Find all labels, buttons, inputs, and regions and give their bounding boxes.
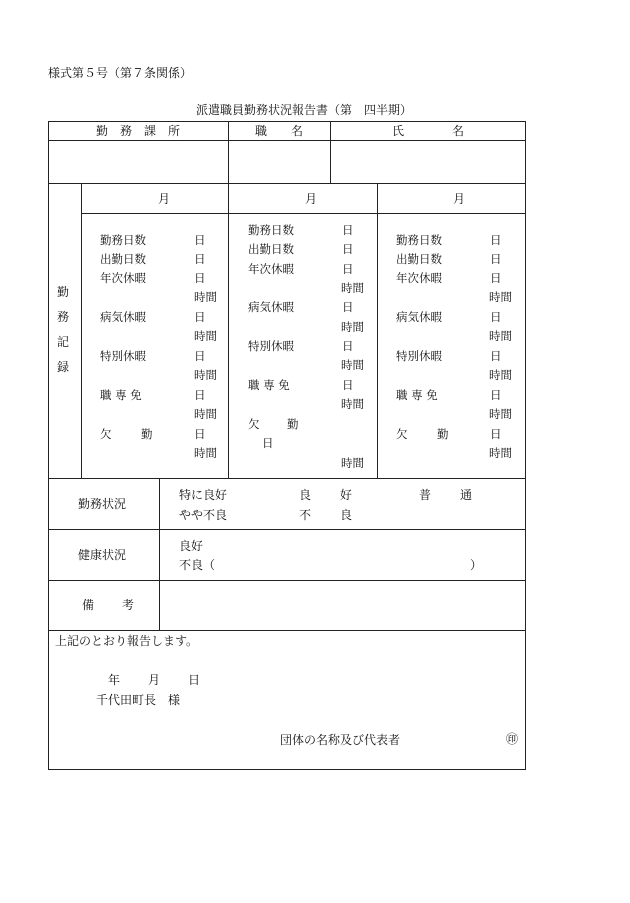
- work-record-label-3: 記: [57, 335, 70, 349]
- remarks-field[interactable]: [160, 581, 525, 629]
- work-status-label: 勤務状況: [78, 497, 127, 511]
- day-unit: 日: [490, 310, 502, 324]
- report-statement: 上記のとおり報告します。: [55, 634, 199, 648]
- day-unit: 日: [490, 271, 502, 285]
- day-unit: 日: [194, 349, 206, 363]
- option-normal-2: 通: [460, 488, 473, 502]
- special-leave-label: 特別休暇: [248, 339, 294, 353]
- hour-unit: 時間: [489, 446, 512, 460]
- option-good-1: 良: [299, 488, 312, 502]
- health-good: 良好: [179, 539, 204, 553]
- absence-label-1: 欠: [100, 427, 112, 441]
- annual-leave-label: 年次休暇: [396, 271, 442, 285]
- sick-leave-label: 病気休暇: [100, 310, 146, 324]
- absence-label-1: 欠: [396, 427, 408, 441]
- day-unit: 日: [342, 223, 354, 237]
- option-good-2: 好: [340, 488, 353, 502]
- hour-unit: 時間: [489, 407, 512, 421]
- seal-mark: ㊞: [506, 732, 519, 746]
- date-month: 月: [148, 673, 161, 687]
- hour-unit: 時間: [341, 397, 364, 411]
- day-unit: 日: [342, 262, 354, 276]
- day-unit: 日: [262, 436, 274, 450]
- month-1-label: 月: [158, 192, 171, 206]
- hour-unit: 時間: [341, 320, 364, 334]
- special-leave-label: 特別休暇: [100, 349, 146, 363]
- attend-days-label: 出勤日数: [100, 252, 146, 266]
- day-unit: 日: [342, 378, 354, 392]
- day-unit: 日: [490, 252, 502, 266]
- rule: [81, 213, 526, 214]
- attend-days-label: 出勤日数: [396, 252, 442, 266]
- exemption-label: 職 専 免: [396, 388, 438, 402]
- name-field[interactable]: [331, 141, 525, 182]
- day-unit: 日: [194, 310, 206, 324]
- hour-unit: 時間: [194, 407, 217, 421]
- month-3-label: 月: [453, 192, 466, 206]
- department-field[interactable]: [49, 141, 227, 182]
- work-days-label: 勤務日数: [248, 223, 294, 237]
- day-unit: 日: [490, 233, 502, 247]
- hour-unit: 時間: [489, 290, 512, 304]
- day-unit: 日: [342, 242, 354, 256]
- health-poor: 不良（: [179, 558, 216, 572]
- day-unit: 日: [342, 339, 354, 353]
- option-poor-1: 不: [299, 508, 312, 522]
- hour-unit: 時間: [341, 358, 364, 372]
- hour-unit: 時間: [194, 368, 217, 382]
- sick-leave-label: 病気休暇: [248, 300, 294, 314]
- work-record-label-4: 録: [57, 360, 70, 374]
- rule: [48, 630, 526, 631]
- option-poor-2: 良: [340, 508, 353, 522]
- day-unit: 日: [194, 252, 206, 266]
- name-header: 氏 名: [391, 124, 464, 138]
- option-excellent: 特に良好: [179, 488, 228, 502]
- day-unit: 日: [490, 427, 502, 441]
- date-year: 年: [108, 673, 121, 687]
- hour-unit: 時間: [194, 329, 217, 343]
- hour-unit: 時間: [341, 456, 364, 470]
- department-header: 勤 務 課 所: [95, 124, 180, 138]
- remarks-label-2: 考: [122, 598, 135, 612]
- hour-unit: 時間: [194, 290, 217, 304]
- sick-leave-label: 病気休暇: [396, 310, 442, 324]
- option-slightly-poor: やや不良: [179, 508, 228, 522]
- date-day: 日: [188, 673, 201, 687]
- rule: [48, 478, 526, 479]
- hour-unit: 時間: [341, 281, 364, 295]
- rule: [48, 529, 526, 530]
- annual-leave-label: 年次休暇: [248, 262, 294, 276]
- day-unit: 日: [490, 388, 502, 402]
- work-record-label-1: 勤: [57, 285, 70, 299]
- form-label: 様式第５号（第７条関係）: [48, 66, 193, 80]
- exemption-label: 職 専 免: [100, 388, 142, 402]
- option-normal-1: 普: [419, 488, 432, 502]
- month-2-label: 月: [305, 192, 318, 206]
- representative-label: 団体の名称及び代表者: [280, 733, 401, 747]
- attend-days-label: 出勤日数: [248, 242, 294, 256]
- day-unit: 日: [342, 300, 354, 314]
- rule: [377, 183, 378, 478]
- hour-unit: 時間: [194, 446, 217, 460]
- work-days-label: 勤務日数: [396, 233, 442, 247]
- annual-leave-label: 年次休暇: [100, 271, 146, 285]
- absence-label-2: 勤: [141, 427, 153, 441]
- remarks-label-1: 備: [82, 598, 95, 612]
- addressee: 千代田町長 様: [96, 693, 181, 707]
- rule: [81, 183, 82, 478]
- day-unit: 日: [194, 427, 206, 441]
- absence-label-2: 勤: [287, 417, 299, 431]
- absence-label-2: 勤: [437, 427, 449, 441]
- exemption-label: 職 専 免: [248, 378, 290, 392]
- special-leave-label: 特別休暇: [396, 349, 442, 363]
- health-close-paren: ）: [470, 558, 483, 572]
- day-unit: 日: [194, 388, 206, 402]
- position-field[interactable]: [229, 141, 329, 182]
- rule: [228, 183, 229, 478]
- form-title: 派遣職員勤務状況報告書（第 四半期）: [196, 103, 413, 117]
- absence-label-1: 欠: [248, 417, 260, 431]
- day-unit: 日: [490, 349, 502, 363]
- rule: [48, 183, 526, 184]
- day-unit: 日: [194, 233, 206, 247]
- day-unit: 日: [194, 271, 206, 285]
- work-days-label: 勤務日数: [100, 233, 146, 247]
- hour-unit: 時間: [489, 329, 512, 343]
- position-header: 職 名: [254, 124, 303, 138]
- health-status-label: 健康状況: [78, 548, 127, 562]
- work-record-label-2: 務: [57, 310, 70, 324]
- hour-unit: 時間: [489, 368, 512, 382]
